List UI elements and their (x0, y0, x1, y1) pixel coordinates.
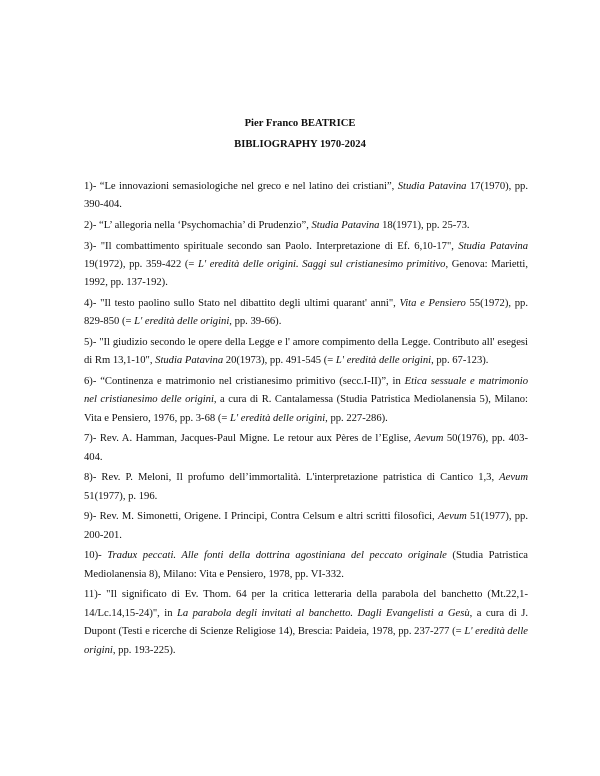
entry-text: 5)- "Il giudizio secondo le opere della Legge e l' amore compimento della Legge. Contributo all' esegesi di Rm 13,1-10", (84, 337, 528, 367)
entry-text: 51(1977), pp. 200-201. (84, 511, 528, 541)
entry-text: 6)- “Continenza e matrimonio nel cristianesimo primitivo (secc.I-II)”, in (84, 376, 405, 387)
entry-text: 10)- (84, 550, 108, 562)
bibliography-entry (84, 469, 528, 506)
entry-book-title: L' eredità delle origini (229, 412, 326, 424)
bibliography-entry (84, 547, 528, 584)
entry-text: 3)- "Il combattimento spirituale secondo san Paolo. Interpretazione di Ef. 6,10-17", (84, 240, 459, 252)
bibliography-entry (84, 508, 528, 545)
entry-journal: Studia Patavina (397, 181, 467, 192)
entry-text: , pp. 67-123). (431, 355, 489, 367)
entry-text: , a cura di J. Dupont (Testi e ricerche di Scienze Religiose 14), Brescia: Paideia, 1978, pp. 237-277 (= (84, 607, 529, 638)
entry-journal: Vita e Pensiero (399, 298, 466, 309)
entry-book-title: Etica sessuale e matrimonio nel cristianesimo delle origini (84, 376, 528, 406)
bibliography-entry (84, 217, 528, 235)
entry-journal: Studia Patavina (458, 240, 528, 252)
bibliography-entry (84, 586, 528, 660)
entry-book-title: L' eredità delle origini (84, 626, 529, 656)
entry-text: 55(1972), pp. 829-850 (= (84, 298, 528, 328)
bibliography-list (84, 178, 528, 662)
entry-text: 2)- “L’ allegoria nella ‘Psychomachia’ di Prudenzio”, (84, 220, 312, 231)
bibliography-entry (84, 373, 528, 428)
entry-book-title: Tradux peccati. Alle fonti della dottrina agostiniana del peccato originale (107, 550, 447, 562)
entry-text: 17(1970), pp. 390-404. (84, 181, 528, 211)
entry-book-title: L' eredità delle origini. Saggi sul cristianesimo primitivo (197, 259, 446, 270)
entry-text: (Studia Patristica Mediolanensia 8), Milano: Vita e Pensiero, 1978, pp. VI-332. (84, 550, 528, 580)
entry-text: 7)- Rev. A. Hamman, Jacques-Paul Migne. Le retour aux Pères de l’Eglise, (84, 433, 415, 445)
entry-text: 19(1972), pp. 359-422 (= (84, 259, 198, 270)
bibliography-entry (84, 430, 528, 467)
bibliography-entry (84, 334, 528, 371)
author-name: Pier Franco BEATRICE (244, 118, 356, 129)
entry-text: , pp. 227-286). (325, 412, 388, 424)
entry-text: , Genova: Marietti, 1992, pp. 137-192). (84, 259, 529, 289)
bibliography-entry (84, 238, 528, 293)
entry-text: 18(1971), pp. 25-73. (379, 220, 470, 231)
entry-journal: Aevum (499, 472, 528, 484)
entry-text: , pp. 193-225). (112, 644, 176, 656)
bibliography-entry (84, 178, 528, 215)
entry-journal: Aevum (437, 511, 467, 523)
entry-text: 9)- Rev. M. Simonetti, Origene. I Principi, Contra Celsum e altri scritti filosofici, (84, 511, 438, 523)
entry-text: 11)- "Il significato di Ev. Thom. 64 per la critica letteraria della parabola del banchetto (Mt.22,1-14/Lc.14,15-24)", in (84, 589, 528, 619)
entry-book-title: L' eredità delle origini (335, 355, 432, 367)
entry-journal: Aevum (414, 433, 444, 445)
bibliography-entry (84, 295, 528, 332)
entry-text: 50(1976), pp. 403-404. (84, 433, 528, 463)
entry-text: 1)- “Le innovazioni semasiologiche nel greco e nel latino dei cristiani”, (84, 181, 398, 192)
entry-text: 4)- "Il testo paolino sullo Stato nel dibattito degli ultimi quarant' anni", (84, 298, 400, 309)
entry-journal: Studia Patavina (311, 220, 380, 231)
entry-text: , pp. 39-66). (229, 316, 282, 328)
entry-text: , a cura di R. Cantalamessa (Studia Patristica Mediolanensia 5), Milano: Vita e Pensiero, 1976, pp. 3-68 (= (84, 394, 528, 424)
entry-text: 20(1973), pp. 491-545 (= (223, 355, 336, 367)
entry-book-title: La parabola degli invitati al banchetto. Dagli Evangelisti a Gesù (176, 607, 470, 619)
bibliography-title: BIBLIOGRAPHY 1970-2024 (234, 139, 366, 150)
entry-journal: Studia Patavina (155, 355, 224, 367)
entry-text: 8)- Rev. P. Meloni, Il profumo dell’immortalità. L'interpretazione patristica di Cantico 1,3, (84, 472, 500, 484)
entry-text: 51(1977), p. 196. (84, 490, 158, 502)
entry-book-title: L' eredità delle origini (134, 316, 230, 328)
